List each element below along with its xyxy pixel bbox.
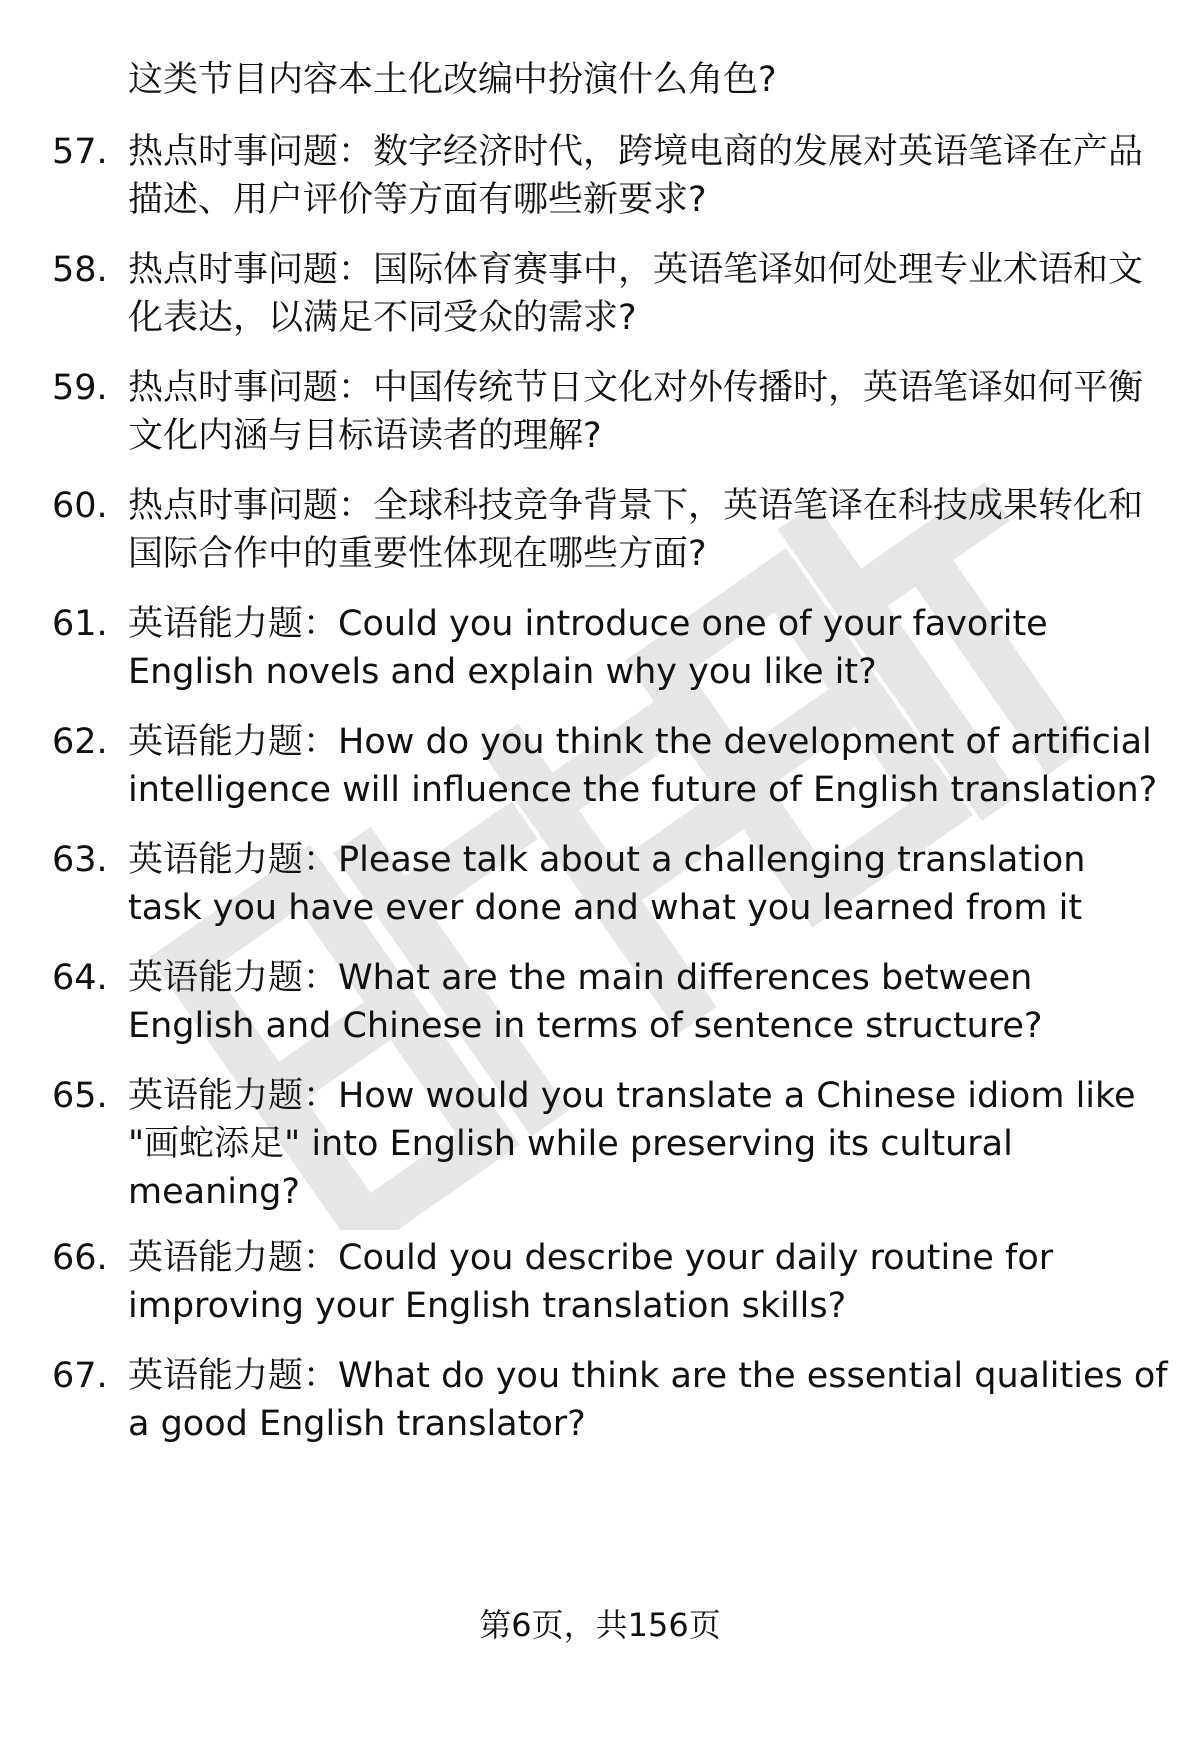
question-item-67 [52, 1352, 1172, 1448]
question-item-66 [52, 1234, 1172, 1330]
question-number: 59. [52, 368, 108, 408]
question-number: 67. [52, 1356, 108, 1396]
question-item-64 [52, 954, 1172, 1050]
question-item-57 [52, 128, 1172, 224]
question-text: 英语能力题：Please talk about a challenging translation task you have ever done and what you learned from it [128, 840, 1086, 928]
question-number: 64. [52, 958, 108, 998]
question-text: 英语能力题：Could you describe your daily routine for improving your English translation skills? [128, 1238, 1054, 1326]
question-item-65 [52, 1072, 1172, 1216]
continued-question-text: 这类节目内容本土化改编中扮演什么角色? [128, 60, 777, 100]
question-item-61 [52, 600, 1172, 696]
question-number: 65. [52, 1076, 108, 1116]
question-text: 热点时事问题：全球科技竞争背景下，英语笔译在科技成果转化和国际合作中的重要性体现在哪些方面? [128, 486, 1144, 574]
question-number: 63. [52, 840, 108, 880]
question-number: 58. [52, 250, 108, 290]
question-text: 热点时事问题：国际体育赛事中，英语笔译如何处理专业术语和文化表达，以满足不同受众的需求? [128, 250, 1144, 338]
question-text: 英语能力题：How do you think the development of artificial intelligence will influence the future of English translation? [128, 722, 1158, 810]
question-number: 57. [52, 132, 108, 172]
question-number: 66. [52, 1238, 108, 1278]
question-text: 英语能力题：What do you think are the essential qualities of a good English translator? [128, 1356, 1168, 1444]
question-text: 英语能力题：Could you introduce one of your favorite English novels and explain why you like it? [128, 604, 1048, 692]
question-item-62 [52, 718, 1172, 814]
question-number: 62. [52, 722, 108, 762]
question-number: 60. [52, 486, 108, 526]
question-item-59 [52, 364, 1172, 460]
question-number: 61. [52, 604, 108, 644]
question-item-58 [52, 246, 1172, 342]
page-number-footer: 第6页，共156页 [479, 1606, 721, 1644]
question-text: 热点时事问题：数字经济时代，跨境电商的发展对英语笔译在产品描述、用户评价等方面有哪些新要求? [128, 132, 1144, 220]
question-text: 热点时事问题：中国传统节日文化对外传播时，英语笔译如何平衡文化内涵与目标语读者的理解? [128, 368, 1144, 456]
question-item-63 [52, 836, 1172, 932]
question-text: 英语能力题：How would you translate a Chinese idiom like "画蛇添足" into English while preserving its cultural meaning? [128, 1076, 1136, 1212]
question-item-60 [52, 482, 1172, 578]
question-text: 英语能力题：What are the main differences between English and Chinese in terms of sentence structure? [128, 958, 1043, 1046]
